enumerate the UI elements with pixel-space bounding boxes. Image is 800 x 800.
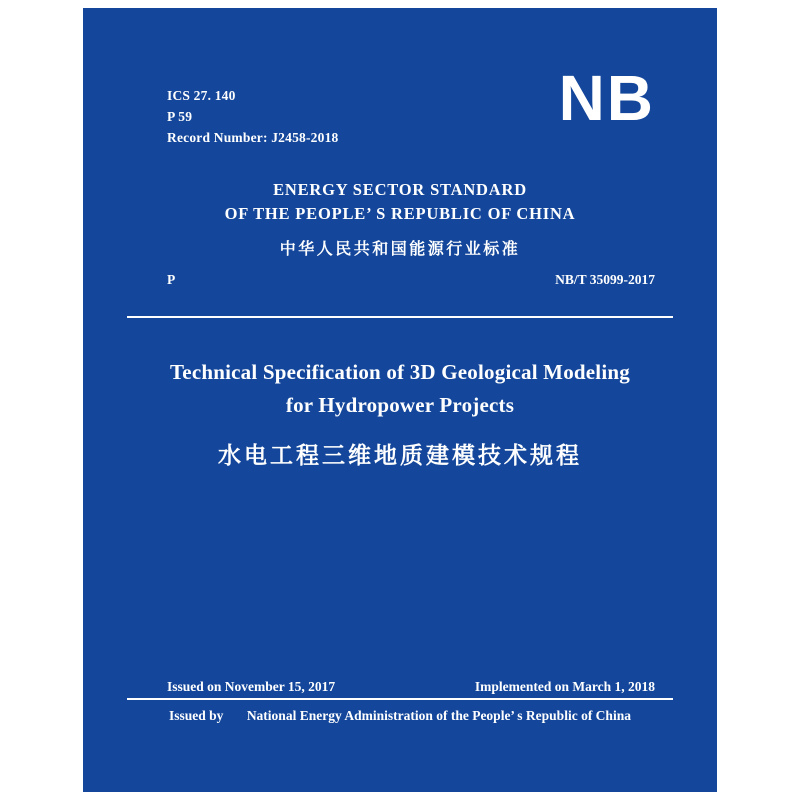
standard-number: NB/T 35099-2017 — [555, 272, 655, 287]
title-english-line-2: for Hydropower Projects — [285, 392, 515, 417]
standard-cover — [83, 8, 717, 792]
title-block — [143, 356, 657, 470]
standard-header-line-2: OF THE PEOPLE’ S REPUBLIC OF CHINA — [224, 203, 576, 223]
issuer-row — [83, 708, 717, 724]
code-row — [167, 272, 655, 288]
issued-by-label: Issued by — [169, 708, 224, 723]
divider-top — [127, 316, 673, 318]
issued-date: Issued on November 15, 2017 — [167, 679, 336, 694]
classification-code: P 59 — [167, 108, 193, 124]
title-chinese: 水电工程三维地质建模技术规程 — [218, 443, 582, 470]
implemented-date: Implemented on March 1, 2018 — [474, 679, 655, 694]
divider-bottom — [127, 698, 673, 700]
dates-row — [167, 679, 655, 695]
ics-number: ICS 27. 140 — [167, 88, 236, 103]
identification-block — [167, 86, 338, 149]
standard-header-chinese: 中华人民共和国能源行业标准 — [279, 238, 521, 258]
title-english-line-1: Technical Specification of 3D Geological Modeling — [170, 360, 630, 384]
standard-header-line-1: ENERGY SECTOR STANDARD — [273, 180, 527, 199]
standard-header — [83, 178, 717, 259]
issuing-organization: National Energy Administration of the People’ s Republic of China — [246, 708, 631, 723]
nb-logo: NB — [558, 62, 655, 134]
category-letter: P — [167, 272, 176, 287]
record-number: Record Number: J2458-2018 — [167, 129, 339, 145]
